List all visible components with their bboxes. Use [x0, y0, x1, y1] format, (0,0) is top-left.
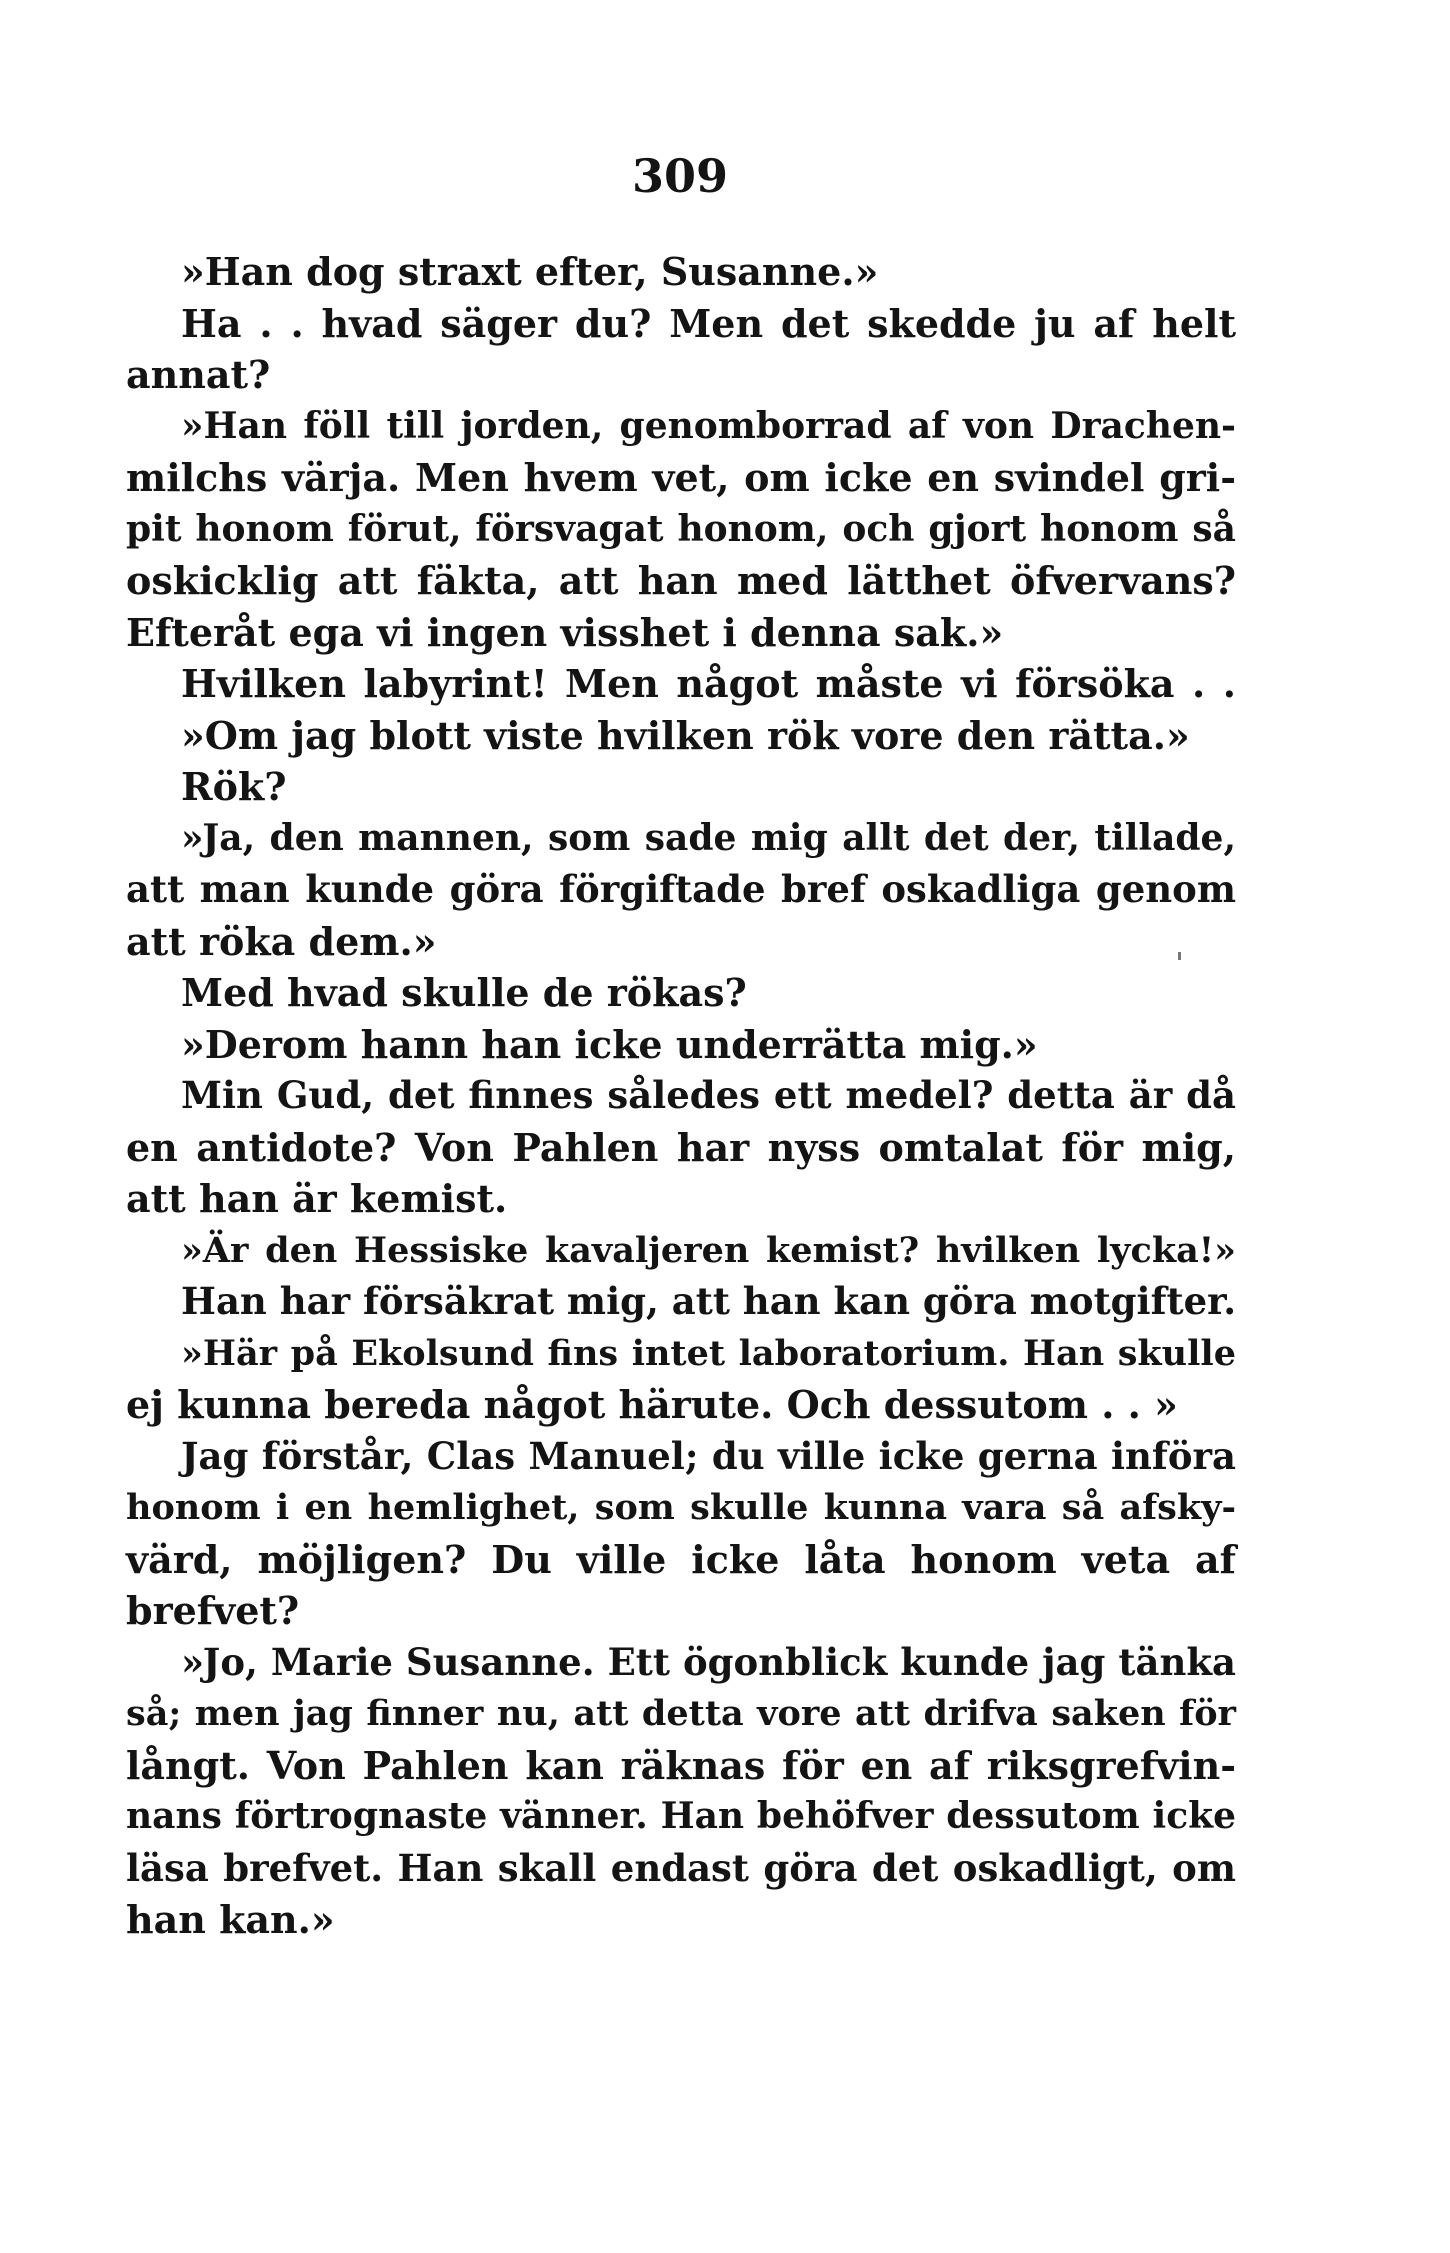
text-line: läsa brefvet. Han skall endast göra det oskadligt, om [126, 1845, 1236, 1890]
text-line: att han är kemist. [126, 1176, 508, 1221]
text-line: en antidote? Von Pahlen har nyss omtalat för mig, [126, 1124, 1236, 1170]
text-line: pit honom förut, försvagat honom, och gjort honom så [126, 507, 1236, 550]
text-line: Efteråt ega vi ingen visshet i denna sak.» [126, 609, 1004, 655]
text-line: »Jo, Marie Susanne. Ett ögonblick kunde jag tänka [181, 1639, 1236, 1684]
text-line: annat? [126, 352, 271, 397]
text-line: Hvilken labyrint! Men något måste vi försöka . . [181, 661, 1236, 706]
text-line: »Han föll till jorden, genomborrad af von Drachen- [181, 404, 1236, 447]
text-line: Han har försäkrat mig, att han kan göra motgifter. [181, 1279, 1237, 1323]
text-line: »Han dog straxt efter, Susanne.» [181, 249, 879, 294]
text-line: långt. Von Pahlen kan räknas för en af riksgrefvin- [126, 1742, 1236, 1788]
text-line: oskicklig att fäkta, att han med lätthet öfvervans? [126, 558, 1236, 603]
text-line: Ha . . hvad säger du? Men det skedde ju af helt [181, 300, 1236, 346]
text-line: Jag förstår, Clas Manuel; du ville icke gerna införa [181, 1433, 1236, 1478]
text-line: »Derom hann han icke underrätta mig.» [181, 1021, 1038, 1067]
text-line: »Är den Hessiske kavaljeren kemist? hvilken lycka!» [181, 1229, 1236, 1271]
text-line: nans förtrognaste vänner. Han behöfver dessutom icke [126, 1795, 1236, 1837]
text-line: Rök? [181, 764, 287, 809]
text-line: han kan.» [126, 1897, 335, 1942]
text-line: värd, möjligen? Du ville icke låta honom veta af [126, 1536, 1236, 1582]
text-line: så; men jag finner nu, att detta vore att drifva saken för [126, 1693, 1236, 1734]
text-line: honom i en hemlighet, som skulle kunna vara så afsky- [126, 1487, 1236, 1528]
text-line: »Ja, den mannen, som sade mig allt det der, tillade, [181, 816, 1236, 859]
text-line: Min Gud, det finnes således ett medel? detta är då [181, 1073, 1236, 1117]
text-line: att röka dem.» [126, 918, 437, 964]
text-line: »Om jag blott viste hvilken rök vore den rätta.» [181, 712, 1190, 758]
text-line: brefvet? [126, 1588, 300, 1633]
text-line: att man kunde göra förgiftade bref oskadliga genom [126, 867, 1236, 911]
text-line: Med hvad skulle de rökas? [181, 970, 747, 1015]
text-line: milchs värja. Men hvem vet, om icke en svindel gri- [126, 455, 1236, 500]
text-line: »Här på Ekolsund fins intet laboratorium. Han skulle [181, 1332, 1236, 1374]
body-text [126, 246, 1236, 1946]
text-line: ej kunna bereda något härute. Och dessutom . . » [126, 1382, 1178, 1427]
print-speck [1178, 952, 1181, 960]
page-number: 309 [631, 149, 729, 203]
